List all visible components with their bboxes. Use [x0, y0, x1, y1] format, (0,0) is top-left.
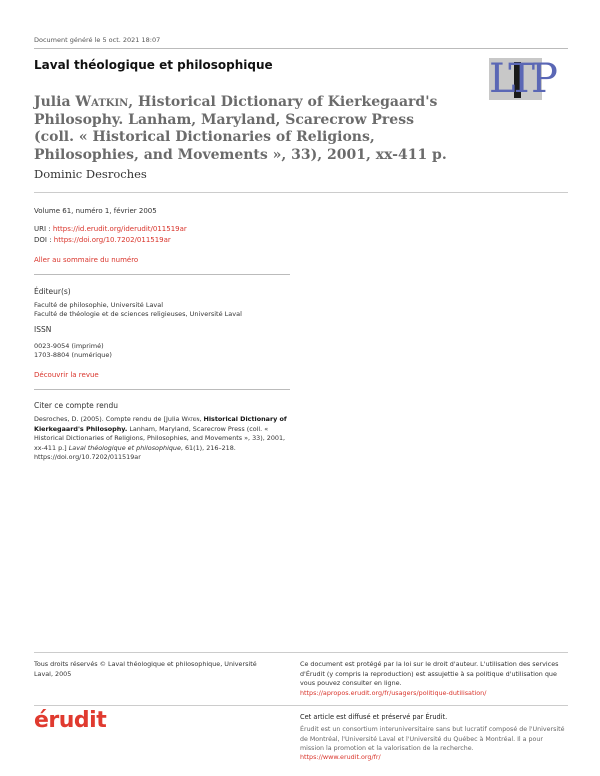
citation-part3: Lanham, Maryland, Scarecrow Press (coll. « Historical Dictionaries of Religions, Philosophies, and Movements », 33), 2001, xx-411 p.]: [34, 424, 286, 452]
footer-divider: [34, 652, 568, 653]
issue-toc-link[interactable]: Aller au sommaire du numéro: [34, 256, 139, 264]
issn-heading: ISSN: [34, 325, 52, 334]
generated-date: Document généré le 5 oct. 2021 18:07: [34, 36, 161, 44]
citation-journal: Laval théologique et philosophique: [68, 443, 181, 452]
legal-notice: [300, 660, 568, 698]
rights-notice: Tous droits réservés © Laval théologique et philosophique, Université Laval, 2005: [34, 660, 257, 678]
uri-link[interactable]: https://id.erudit.org/iderudit/011519ar: [52, 225, 187, 233]
author-divider: [34, 192, 568, 193]
volume-info: Volume 61, numéro 1, février 2005: [34, 207, 157, 215]
diffusion-notice: Cet article est diffusé et préservé par Érudit.: [300, 713, 448, 721]
publisher-line-2: Faculté de théologie et de sciences religieuses, Université Laval: [34, 310, 242, 318]
publisher-heading: Éditeur(s): [34, 287, 71, 296]
citation-part2: ,: [199, 415, 204, 423]
ltp-logo: [489, 56, 554, 102]
usage-policy-link[interactable]: https://apropos.erudit.org/fr/usagers/politique-dutilisation/: [300, 688, 487, 697]
logo-letters: LTP: [489, 56, 554, 102]
cite-heading: Citer ce compte rendu: [34, 401, 118, 410]
issn-print: 0023-9054 (imprimé): [34, 342, 104, 350]
legal-text: Ce document est protégé par la loi sur le droit d'auteur. L'utilisation des services d'Érudit (y compris la reproduction) est assujettie à sa politique d'utilisation que vous pouvez consulter en ligne.: [300, 660, 559, 687]
erudit-url-link[interactable]: https://www.erudit.org/fr/: [300, 753, 381, 761]
uri-line: [34, 225, 187, 233]
citation-title: Historical Dictionary of Kierkegaard's Philosophy.: [34, 415, 287, 433]
article-title: [34, 94, 454, 164]
citation-part4: , 61(1), 216–218. https://doi.org/10.7202/011519ar: [34, 443, 236, 461]
title-part2: , Historical Dictionary of Kierkegaard's Philosophy. Lanham, Maryland, Scarecrow Press (coll. « Historical Dictionaries of Religions, Philosophies, and Movements », 33), 2001, xx-411 p.: [34, 94, 447, 163]
citation-author: Watkin: [181, 415, 200, 423]
citation-part1: Desroches, D. (2005). Compte rendu de [Julia: [34, 415, 182, 423]
doi-link[interactable]: https://doi.org/10.7202/011519ar: [53, 236, 171, 244]
section-divider-2: [34, 389, 290, 390]
top-divider: [34, 48, 568, 49]
doi-label: DOI :: [34, 236, 54, 244]
consortium-notice: Érudit est un consortium interuniversitaire sans but lucratif composé de l'Université de Montréal, l'Université Laval et l'Université du Québec à Montréal. Il a pour mission la promotion et la valorisation de la recherche.: [300, 726, 565, 752]
publisher-line-1: Faculté de philosophie, Université Laval: [34, 301, 164, 309]
citation-text: [34, 415, 296, 463]
footer-divider-2: [34, 705, 568, 706]
doi-line: [34, 236, 171, 244]
title-part1: Julia: [34, 94, 76, 110]
uri-label: URI :: [34, 225, 53, 233]
discover-journal-link[interactable]: Découvrir la revue: [34, 371, 99, 379]
article-author: Dominic Desroches: [34, 167, 147, 181]
title-author: Watkin: [75, 94, 129, 110]
issn-digital: 1703-8804 (numérique): [34, 351, 112, 359]
journal-title: Laval théologique et philosophique: [34, 58, 273, 72]
erudit-logo: érudit: [34, 708, 107, 733]
section-divider-1: [34, 274, 290, 275]
